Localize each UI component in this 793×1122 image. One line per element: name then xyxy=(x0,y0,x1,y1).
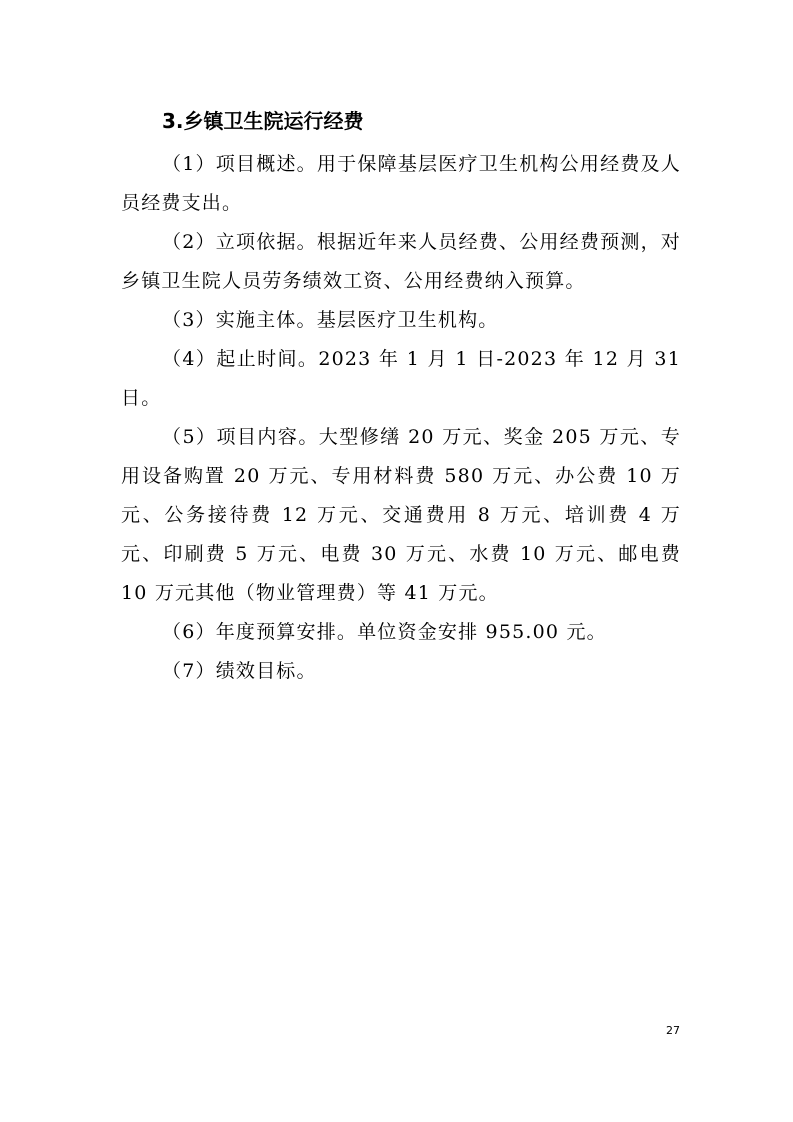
paragraph-project-content: （5）项目内容。大型修缮 20 万元、奖金 205 万元、专用设备购置 20 万元、专用材料费 580 万元、办公费 10 万元、公务接待费 12 万元、交通费用 8 万元、培训费 4 万元、印刷费 5 万元、电费 30 万元、水费 10 万元、邮电费 10 万元其他（物业管理费）等 41 万元。 xyxy=(121,426,681,604)
paragraph-time-period: （4）起止时间。2023 年 1 月 1 日-2023 年 12 月 31 日。 xyxy=(121,348,681,409)
paragraph-implementing-body: （3）实施主体。基层医疗卫生机构。 xyxy=(162,309,499,331)
paragraph-performance-goal: （7）绩效目标。 xyxy=(162,660,317,682)
paragraph-project-overview: （1）项目概述。用于保障基层医疗卫生机构公用经费及人员经费支出。 xyxy=(121,153,681,214)
page-number: 27 xyxy=(666,1024,680,1037)
paragraph-annual-budget: （6）年度预算安排。单位资金安排 955.00 元。 xyxy=(162,621,607,643)
paragraph-project-basis: （2）立项依据。根据近年来人员经费、公用经费预测，对乡镇卫生院人员劳务绩效工资、公用经费纳入预算。 xyxy=(121,231,681,292)
document-body xyxy=(121,145,681,691)
section-heading: 3.乡镇卫生院运行经费 xyxy=(162,109,364,133)
